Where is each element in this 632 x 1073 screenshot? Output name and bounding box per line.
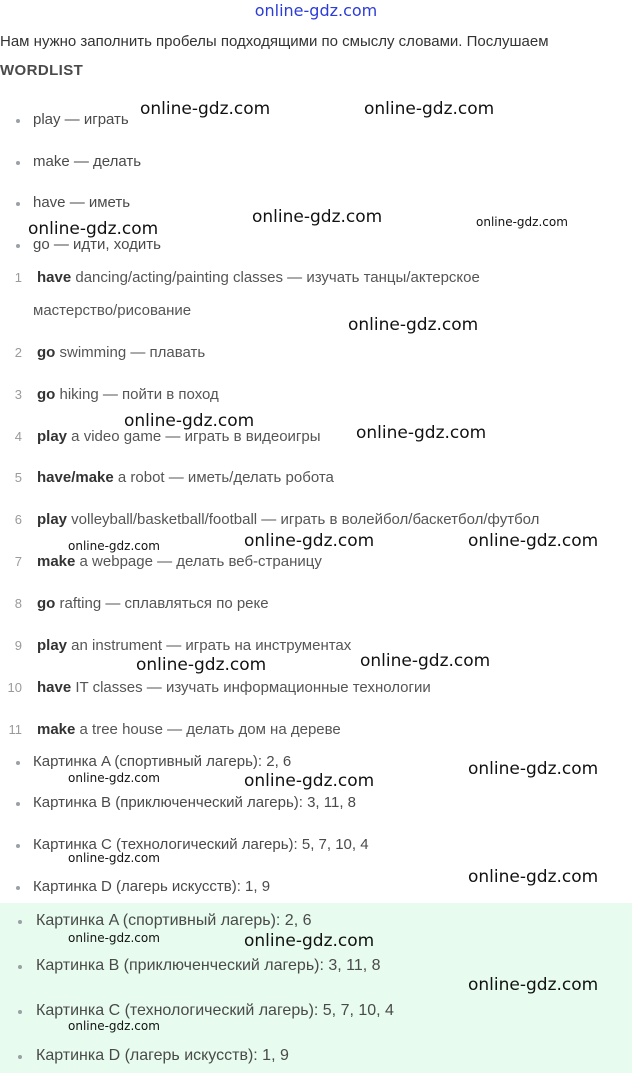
phrase-verb: have/make <box>37 469 114 486</box>
phrase-text <box>37 508 539 532</box>
phrase-number: 4 <box>14 429 22 444</box>
phrase-rest: a tree house — делать дом на дереве <box>75 721 341 738</box>
phrase-item <box>0 676 632 700</box>
phrase-item <box>0 508 632 532</box>
phrase-verb: have <box>37 269 72 286</box>
bullet-dot-icon <box>18 1055 22 1059</box>
phrase-number: 5 <box>14 470 22 485</box>
watermark: online-gdz.com <box>468 975 599 995</box>
phrase-verb: play <box>37 637 68 654</box>
bullet-dot-icon <box>16 119 20 123</box>
bullet-dot-icon <box>16 886 20 890</box>
wordlist-item <box>0 150 632 174</box>
phrase-rest: IT classes — изучать информационные технологии <box>71 679 431 696</box>
watermark: online-gdz.com <box>364 99 495 119</box>
phrase-text <box>37 341 205 365</box>
watermark: online-gdz.com <box>68 771 160 785</box>
wordlist-item-text: have — иметь <box>33 194 131 211</box>
phrase-verb: make <box>37 721 76 738</box>
watermark: online-gdz.com <box>68 931 160 945</box>
phrase-number: 2 <box>14 345 22 360</box>
bullet-dot-icon <box>18 920 22 924</box>
answer-item <box>0 954 632 978</box>
phrase-rest: hiking — пойти в поход <box>55 386 219 403</box>
phrase-number: 3 <box>14 387 22 402</box>
wordlist-item <box>0 191 632 215</box>
phrase-item <box>0 592 632 616</box>
watermark: online-gdz.com <box>348 315 479 335</box>
phrase-rest: a robot — иметь/делать робота <box>113 469 334 486</box>
answer-box <box>0 903 632 1073</box>
watermark: online-gdz.com <box>244 531 375 551</box>
watermark: online-gdz.com <box>468 531 599 551</box>
phrase-rest: swimming — плавать <box>55 344 206 361</box>
answer-item <box>0 999 632 1023</box>
wordlist-heading: WORDLIST <box>0 62 84 79</box>
watermark: online-gdz.com <box>476 215 568 229</box>
wordlist-item-text: go — идти, ходить <box>33 236 161 253</box>
phrase-item <box>0 266 632 290</box>
picture-item <box>0 833 632 857</box>
watermark: online-gdz.com <box>68 1019 160 1033</box>
phrase-item <box>0 466 632 490</box>
bullet-dot-icon <box>16 761 20 765</box>
watermark: online-gdz.com <box>468 759 599 779</box>
phrase-text <box>37 592 269 616</box>
phrase-text <box>37 383 219 407</box>
answer-item-text: Картинка D (лагерь искусств): 1, 9 <box>36 1047 289 1064</box>
watermark: online-gdz.com <box>68 851 160 865</box>
phrase-number: 6 <box>14 512 22 527</box>
bullet-dot-icon <box>16 244 20 248</box>
picture-item <box>0 791 632 815</box>
picture-item <box>0 875 632 899</box>
phrase-text <box>37 634 351 658</box>
phrase-number: 11 <box>8 722 22 737</box>
answer-item <box>0 1044 632 1068</box>
phrase-verb: play <box>37 511 68 528</box>
phrase-verb: go <box>37 386 56 403</box>
phrase-rest: dancing/acting/painting classes — изучать танцы/актерское <box>71 269 480 286</box>
watermark: online-gdz.com <box>356 423 487 443</box>
wordlist-item <box>0 233 632 257</box>
phrase-text <box>37 425 321 449</box>
phrase-verb: make <box>37 553 76 570</box>
phrase-rest: rafting — сплавляться по реке <box>55 595 269 612</box>
picture-item-text: Картинка D (лагерь искусств): 1, 9 <box>33 878 271 895</box>
phrase-rest: a video game — играть в видеоигры <box>67 428 321 445</box>
answer-item-text: Картинка B (приключенческий лагерь): 3, 11, 8 <box>36 957 381 974</box>
phrase-text <box>37 676 431 700</box>
bullet-dot-icon <box>16 161 20 165</box>
intro-text: Нам нужно заполнить пробелы подходящими по смыслу словами. Послушаем <box>0 33 549 50</box>
bullet-dot-icon <box>18 965 22 969</box>
phrase-verb: have <box>37 679 72 696</box>
bullet-dot-icon <box>16 802 20 806</box>
phrase-text <box>37 266 480 290</box>
picture-item-text: Картинка C (технологический лагерь): 5, 7, 10, 4 <box>33 836 369 853</box>
phrase-rest: volleyball/basketball/football — играть в волейбол/баскетбол/футбол <box>67 511 540 528</box>
watermark: online-gdz.com <box>68 539 160 553</box>
watermark: online-gdz.com <box>468 867 599 887</box>
phrase-item <box>0 383 632 407</box>
phrase-item <box>0 550 632 574</box>
phrase-item <box>0 718 632 742</box>
phrase-number: 7 <box>14 554 22 569</box>
phrase-number: 9 <box>14 638 22 653</box>
phrase-number: 10 <box>7 680 22 695</box>
watermark: online-gdz.com <box>140 99 271 119</box>
picture-item-text: Картинка B (приключенческий лагерь): 3, 11, 8 <box>33 794 357 811</box>
watermark: online-gdz.com <box>360 651 491 671</box>
answer-item <box>0 909 632 933</box>
answer-item-text: Картинка C (технологический лагерь): 5, 7, 10, 4 <box>36 1002 394 1019</box>
phrase-verb: go <box>37 344 56 361</box>
phrase-rest: an instrument — играть на инструментах <box>67 637 352 654</box>
phrase-text <box>37 718 341 742</box>
picture-item-text: Картинка A (спортивный лагерь): 2, 6 <box>33 753 292 770</box>
watermark: online-gdz.com <box>124 411 255 431</box>
phrase-item <box>0 425 632 449</box>
phrase-text <box>37 550 322 574</box>
watermark: online-gdz.com <box>244 771 375 791</box>
watermark: online-gdz.com <box>28 219 159 239</box>
picture-item <box>0 750 632 774</box>
phrase-text <box>37 466 334 490</box>
phrase-item <box>0 634 632 658</box>
wordlist-item <box>0 108 632 132</box>
phrase-continuation: мастерство/рисование <box>33 302 192 319</box>
bullet-dot-icon <box>16 202 20 206</box>
phrase-verb: play <box>37 428 68 445</box>
bullet-dot-icon <box>18 1010 22 1014</box>
watermark: online-gdz.com <box>136 655 267 675</box>
wordlist-item-text: make — делать <box>33 153 142 170</box>
wordlist-item-text: play — играть <box>33 111 129 128</box>
bullet-dot-icon <box>16 844 20 848</box>
site-header-link[interactable]: online-gdz.com <box>254 1 378 20</box>
phrase-verb: go <box>37 595 56 612</box>
phrase-number: 8 <box>14 596 22 611</box>
phrase-rest: a webpage — делать веб-страницу <box>75 553 322 570</box>
watermark: online-gdz.com <box>252 207 383 227</box>
answer-item-text: Картинка A (спортивный лагерь): 2, 6 <box>36 912 312 929</box>
watermark: online-gdz.com <box>244 931 375 951</box>
phrase-item <box>0 341 632 365</box>
phrase-number: 1 <box>14 270 22 285</box>
